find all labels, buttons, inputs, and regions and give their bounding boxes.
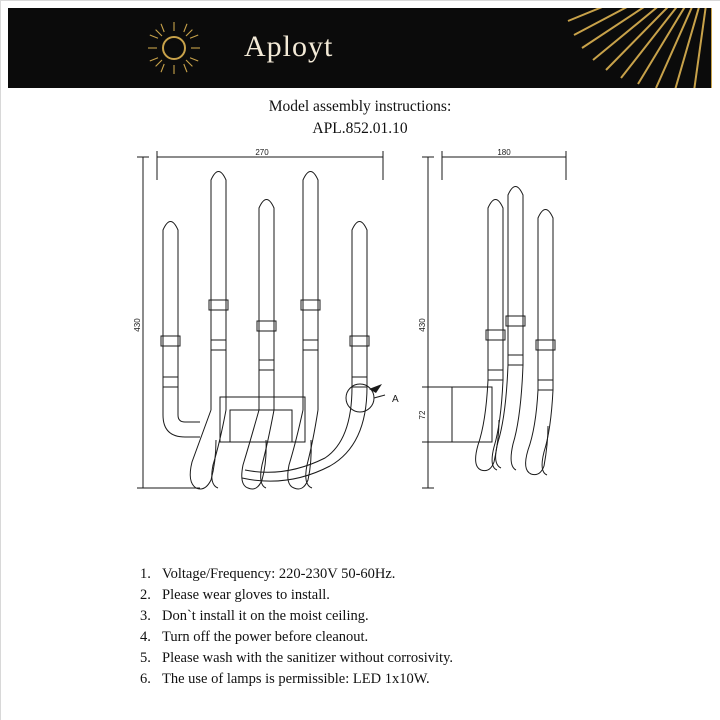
brand-name: Aployt xyxy=(244,30,334,63)
list-item-number: 4. xyxy=(140,629,151,645)
lamp-tube-front-2 xyxy=(209,172,228,411)
lamp-tube-front-3 xyxy=(257,200,276,411)
lamp-tube-front-4 xyxy=(301,172,320,411)
side-width-label: 180 xyxy=(497,148,511,157)
side-depth-label: 72 xyxy=(418,410,427,420)
front-width-label: 270 xyxy=(255,148,269,157)
page-title: Model assembly instructions: xyxy=(268,98,452,115)
list-item-number: 6. xyxy=(140,671,151,687)
list-item xyxy=(140,671,610,688)
list-item-text: Voltage/Frequency: 220-230V 50-60Hz. xyxy=(162,566,396,582)
front-curved-arms xyxy=(190,387,367,489)
front-width-dimension xyxy=(157,151,383,180)
list-item xyxy=(140,566,610,583)
lamp-tube-side-2 xyxy=(506,187,525,366)
side-height-label: 430 xyxy=(418,318,427,332)
sunburst-logo-icon xyxy=(148,22,200,74)
wall-mount-plate xyxy=(220,397,305,442)
lamp-tube-front-5 xyxy=(350,222,369,388)
front-height-dimension xyxy=(137,157,200,488)
lamp-tube-side-1 xyxy=(486,200,505,381)
side-mount-plate xyxy=(452,387,492,442)
front-height-label: 430 xyxy=(133,318,142,332)
list-item-text: The use of lamps is permissible: LED 1x10W. xyxy=(162,671,430,687)
list-item-text: Don`t install it on the moist ceiling. xyxy=(162,608,369,624)
lamp-tube-front-1 xyxy=(161,222,200,438)
title-block xyxy=(0,98,720,138)
list-item-text: Please wear gloves to install. xyxy=(162,587,330,603)
model-code: APL.852.01.10 xyxy=(312,120,408,137)
lamp-tube-side-3 xyxy=(536,210,555,391)
list-item xyxy=(140,650,610,667)
list-item xyxy=(140,608,610,625)
list-item-number: 3. xyxy=(140,608,151,624)
instruction-list xyxy=(140,566,610,692)
fan-rays-icon xyxy=(462,8,712,88)
list-item-number: 1. xyxy=(140,566,151,582)
brand-banner xyxy=(8,8,712,88)
list-item xyxy=(140,629,610,646)
list-item-number: 2. xyxy=(140,587,151,603)
technical-drawing xyxy=(0,140,720,520)
list-item-number: 5. xyxy=(140,650,151,666)
side-curved-arms xyxy=(476,365,553,475)
list-item-text: Please wash with the sanitizer without corrosivity. xyxy=(162,650,454,666)
detail-marker-label: A xyxy=(392,394,399,405)
list-item-text: Turn off the power before cleanout. xyxy=(162,629,369,645)
list-item xyxy=(140,587,610,604)
